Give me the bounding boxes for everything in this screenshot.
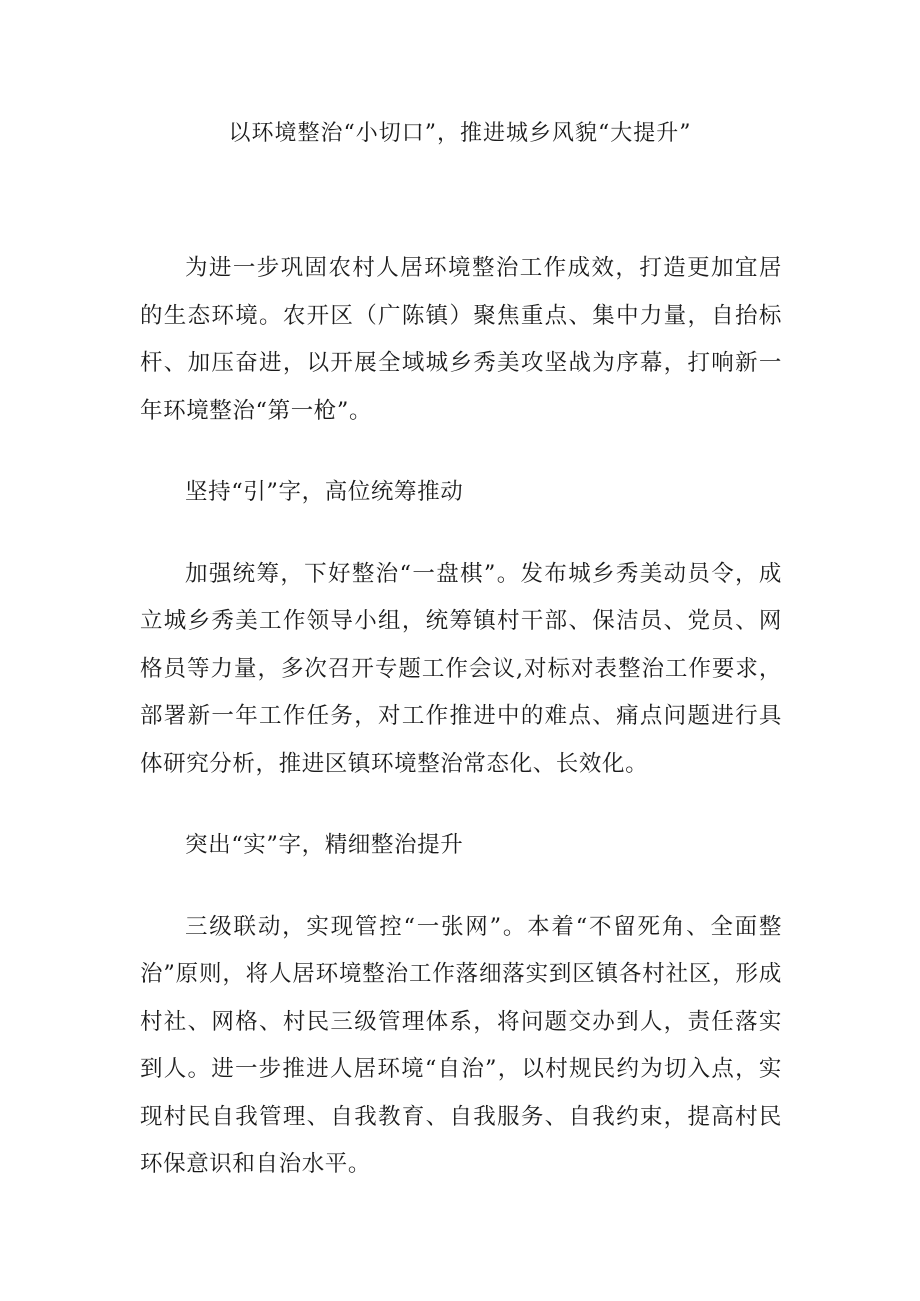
section-heading-1: 坚持“引”字，高位统筹推动 — [185, 479, 464, 505]
section-heading-2: 突出“实”字，精细整治提升 — [185, 832, 464, 858]
intro-paragraph: 为进一步巩固农村人居环境整治工作成效，打造更加宜居的生态环境。农开区（广陈镇）聚焦重点、集中力量，自抬标杆、加压奋进，以开展全域城乡秀美攻坚战为序幕，打响新一年环境整治“第一枪”。 — [140, 255, 782, 424]
document-title: 以环境整治“小切口”，推进城乡风貌“大提升” — [228, 121, 692, 146]
document-body — [140, 245, 782, 1189]
section-paragraph-1: 加强统筹，下好整治“一盘棋”。发布城乡秀美动员令，成立城乡秀美工作领导小组，统筹镇村干部、保洁员、党员、网格员等力量，多次召开专题工作会议,对标对表整治工作要求，部署新一年工作任务，对工作推进中的难点、痛点问题进行具体研究分析，推进区镇环境整治常态化、长效化。 — [140, 560, 782, 777]
section-paragraph-2: 三级联动，实现管控“一张网”。本着“不留死角、全面整治”原则，将人居环境整治工作落细落实到区镇各村社区，形成村社、网格、村民三级管理体系，将问题交办到人，责任落实到人。进一步推进人居环境“自治”，以村规民约为切入点，实现村民自我管理、自我教育、自我服务、自我约束，提高村民环保意识和自治水平。 — [140, 913, 782, 1177]
